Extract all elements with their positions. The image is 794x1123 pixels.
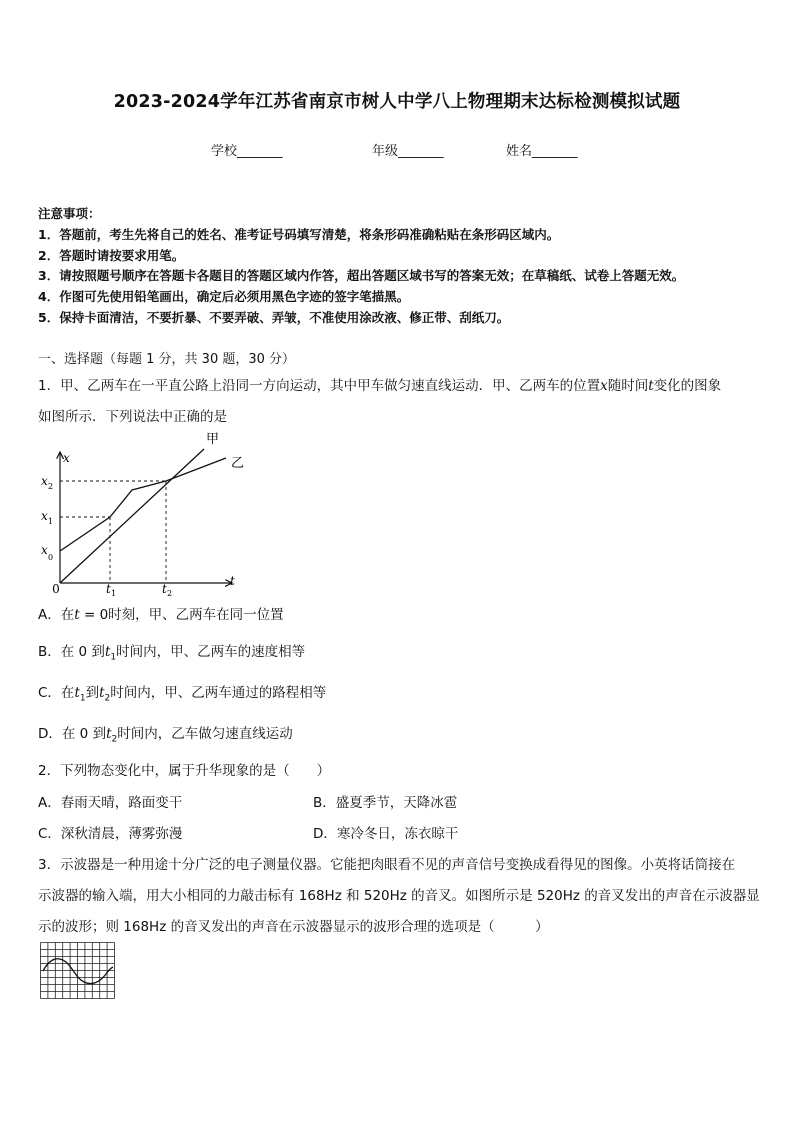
grade-field[interactable]: [372, 140, 444, 159]
opt-d-post: 时间内，乙车做匀速直线运动: [117, 726, 293, 742]
tick-x1: x: [41, 509, 48, 523]
grade-label: 年级: [372, 144, 399, 159]
q1-text-a: 1．甲、乙两车在一平直公路上沿同一方向运动，其中甲车做匀速直线运动．甲、乙两车的位置: [38, 378, 601, 394]
q1-option-a[interactable]: [38, 603, 284, 623]
name-field[interactable]: [506, 140, 578, 159]
opt-c-mid: 到: [85, 685, 100, 701]
opt-b-pre: B．在 0 到: [38, 644, 105, 660]
q2-option-c[interactable]: C．深秋清晨，薄雾弥漫: [38, 826, 183, 842]
school-blank: _______: [237, 144, 283, 159]
school-label: 学校: [211, 144, 238, 159]
origin-label: 0: [52, 582, 60, 596]
opt-d-sub: 2: [111, 734, 118, 745]
opt-b-sub: 1: [110, 652, 117, 663]
name-label: 姓名: [506, 144, 533, 159]
tick-x0: x: [41, 543, 48, 557]
q1-var-x: x: [600, 378, 608, 394]
tick-t2-sub: 2: [167, 589, 173, 598]
q1-position-time-graph: [36, 430, 266, 600]
opt-c-var1: t: [74, 685, 80, 701]
axis-label-t: t: [230, 574, 235, 588]
q3-stem-line1: 3．示波器是一种用途十分广泛的电子测量仪器。它能把肉眼看不见的声音信号变换成看得见的图像。小英将话筒接在: [38, 857, 736, 873]
opt-d-var: t: [106, 726, 112, 742]
note-item: 5．保持卡面清洁，不要折暴、不要弄破、弄皱，不准使用涂改液、修正带、刮纸刀。: [38, 310, 510, 325]
q1-stem-line2: 如图所示．下列说法中正确的是: [38, 409, 227, 425]
opt-b-post: 时间内，甲、乙两车的速度相等: [116, 644, 306, 660]
note-item: 1．答题前，考生先将自己的姓名、准考证号码填写清楚，将条形码准确粘贴在条形码区域内。: [38, 227, 560, 242]
line-yi: [60, 458, 226, 551]
name-blank: _______: [532, 144, 578, 159]
q2-option-a[interactable]: A．春雨天晴，路面变干: [38, 795, 183, 811]
q2-option-b[interactable]: B．盛夏季节，天降冰雹: [313, 795, 458, 811]
q1-text-b: 随时间: [607, 378, 649, 394]
q2-stem: 2．下列物态变化中，属于升华现象的是（ ）: [38, 763, 331, 779]
opt-c-sub2: 2: [104, 693, 111, 704]
q2-option-d[interactable]: D．寒冷冬日，冻衣晾干: [313, 826, 459, 842]
tick-t1: t: [106, 582, 111, 596]
notes-heading: 注意事项：: [38, 206, 101, 221]
opt-a-var: t: [74, 607, 80, 623]
label-jia: 甲: [206, 432, 220, 447]
tick-t2: t: [162, 582, 167, 596]
note-item: 3．请按照题号顺序在答题卡各题目的答题区域内作答，超出答题区域书写的答案无效；在草稿纸、试卷上答题无效。: [38, 268, 685, 283]
opt-c-pre: C．在: [38, 685, 75, 701]
section-heading: 一、选择题（每题 1 分，共 30 题，30 分）: [38, 352, 296, 367]
tick-x2-sub: 2: [48, 482, 54, 491]
note-item: 4．作图可先使用铅笔画出，确定后必须用黑色字迹的签字笔描黑。: [38, 289, 410, 304]
tick-x1-sub: 1: [48, 517, 54, 526]
tick-x2: x: [41, 474, 48, 488]
opt-a-post: 时刻，甲、乙两车在同一位置: [108, 607, 284, 623]
waveform-curve: [43, 959, 113, 984]
label-yi: 乙: [231, 456, 245, 471]
q1-text-c: 变化的图象: [653, 378, 722, 394]
q1-option-d[interactable]: [38, 722, 293, 745]
opt-d-pre: D．在 0 到: [38, 726, 107, 742]
tick-t1-sub: 1: [111, 589, 117, 598]
oscilloscope-waveform-figure: [40, 942, 116, 1000]
q1-stem-line1: [38, 374, 721, 394]
opt-c-post: 时间内，甲、乙两车通过的路程相等: [110, 685, 327, 701]
opt-b-var: t: [104, 644, 111, 660]
q1-var-t: t: [648, 378, 654, 394]
tick-x0-sub: 0: [48, 553, 54, 562]
opt-a-pre: A．在: [38, 607, 75, 623]
line-jia: [60, 449, 204, 583]
opt-a-mid: = 0: [79, 607, 109, 623]
q3-stem-line2: 示波器的输入端，用大小相同的力敲击标有 168Hz 和 520Hz 的音叉。如图所示是 520Hz 的音叉发出的声音在示波器显: [38, 888, 760, 904]
q3-stem-line3: 示的波形；则 168Hz 的音叉发出的声音在示波器显示的波形合理的选项是（ ）: [38, 919, 549, 935]
school-field[interactable]: [211, 140, 283, 159]
axis-label-x: x: [63, 451, 70, 465]
q1-option-c[interactable]: [38, 681, 326, 704]
opt-c-var2: t: [99, 685, 105, 701]
q1-option-b[interactable]: [38, 640, 305, 663]
opt-c-sub1: 1: [79, 693, 86, 704]
note-item: 2．答题时请按要求用笔。: [38, 248, 185, 263]
page-title: 2023-2024学年江苏省南京市树人中学八上物理期末达标检测模拟试题: [113, 92, 681, 112]
grade-blank: _______: [398, 144, 444, 159]
